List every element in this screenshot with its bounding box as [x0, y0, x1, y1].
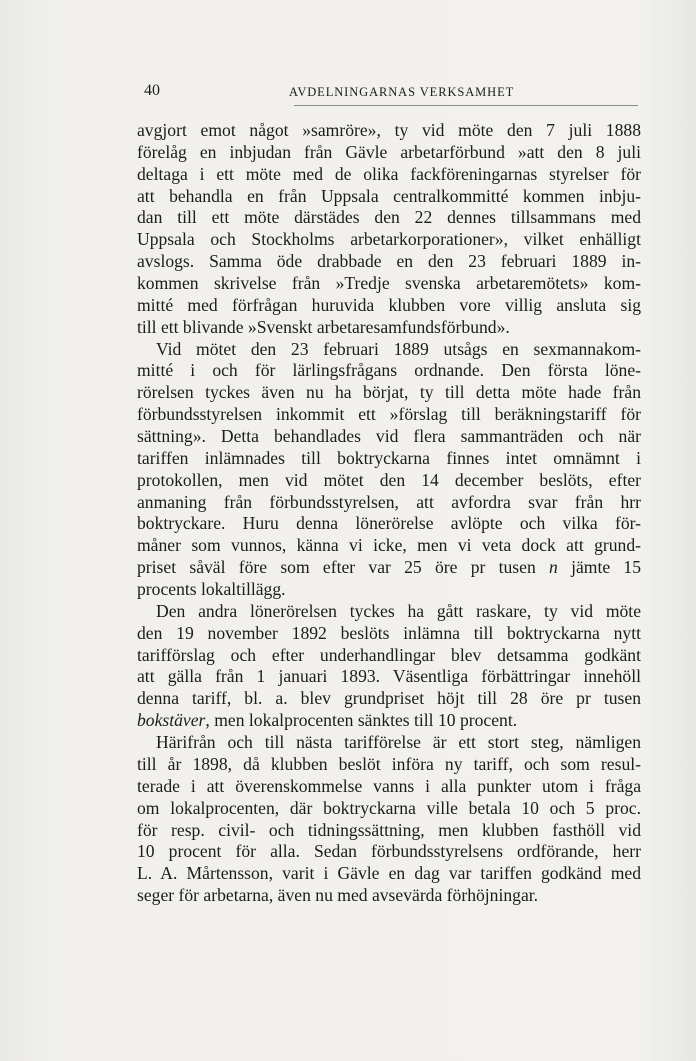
text-segment: jämte 15	[557, 557, 641, 578]
text-line: avslogs. Samma öde drabbade en den 23 februari 1889 in-	[137, 251, 641, 272]
text-line: rörelsen tyckes även nu ha börjat, ty till detta möte hade från	[137, 382, 641, 403]
text-line: om lokalprocenten, där boktryckarna ville betala 10 och 5 proc.	[137, 797, 641, 818]
body-text	[137, 120, 641, 907]
text-line: att behandla en från Uppsala centralkommitté kommen inbju-	[137, 185, 641, 206]
text-line: procents lokaltillägg.	[137, 579, 286, 600]
running-head: AVDELNINGARNAS VERKSAMHET	[289, 85, 515, 99]
text-line: terade i att överenskommelse vanns i alla punkter utom i fråga	[137, 775, 641, 796]
page-number: 40	[144, 82, 160, 99]
text-line: tarifförslag och efter underhandlingar blev detsamma godkänt	[137, 644, 641, 665]
text-line	[137, 710, 641, 732]
text-line: mitté i och för lärlingsfrågans ordnande. Den första löne-	[137, 360, 641, 381]
text-line: kommen skrivelse från »Tredje svenska arbetaremötets» kom-	[137, 273, 641, 294]
text-line: L. A. Mårtensson, varit i Gävle en dag var tariffen godkänd med	[137, 863, 641, 884]
italic-bokstaver: bokstäver	[137, 710, 206, 731]
header-rule	[294, 105, 638, 106]
text-line: boktryckare. Huru denna lönerörelse avlöpte och vilka för-	[137, 513, 641, 534]
text-line: den 19 november 1892 beslöts inlämna till boktryckarna nytt	[137, 622, 641, 643]
text-line: för resp. civil- och tidningssättning, men klubben fasthöll vid	[137, 819, 641, 840]
paragraph-start: Den andra lönerörelsen tyckes ha gått raskare, ty vid möte	[156, 600, 641, 621]
text-line: 10 procent för alla. Sedan förbundsstyrelsens ordförande, herr	[137, 841, 641, 862]
text-line: förelåg en inbjudan från Gävle arbetarförbund »att den 8 juli	[137, 141, 641, 162]
text-line: seger för arbetarna, även nu med avsevärda förhöjningar.	[137, 885, 539, 906]
text-line: att gälla från 1 januari 1893. Väsentliga förbättringar innehöll	[137, 666, 641, 687]
paragraph-start: Vid mötet den 23 februari 1889 utsågs en sexmannakom-	[156, 338, 641, 359]
text-line: måner som vunnos, känna vi icke, men vi veta dock att grund-	[137, 535, 641, 556]
text-line: avgjort emot något »samröre», ty vid möte den 7 juli 1888	[137, 120, 641, 140]
text-line: dan till ett möte därstädes den 22 dennes tillsammans med	[137, 207, 641, 228]
text-line: förbundsstyrelsen inkommit ett »förslag till beräkningstariff för	[137, 404, 641, 425]
text-line: protokollen, men vid mötet den 14 december beslöts, efter	[137, 469, 641, 490]
text-line	[137, 557, 641, 579]
text-segment: priset såväl före som efter var 25 öre pr tusen	[137, 557, 536, 578]
text-line: deltaga i ett möte med de olika fackföreningarnas styrelser för	[137, 163, 641, 184]
paragraph-start: Härifrån och till nästa tarifförelse är ett stort steg, nämligen	[156, 732, 641, 753]
text-segment: , men lokalprocenten sänktes till 10 procent.	[205, 710, 518, 731]
page-header	[144, 82, 638, 106]
text-line: mitté med förfrågan huruvida klubben vore villig ansluta sig	[137, 294, 641, 315]
text-line: till ett blivande »Svenskt arbetaresamfundsförbund».	[137, 316, 510, 337]
text-line: anmaning från förbundsstyrelsen, att avfordra svar från hrr	[137, 491, 641, 512]
text-line: sättning». Detta behandlades vid flera sammanträden och när	[137, 426, 641, 447]
text-line: tariffen inlämnades till boktryckarna finnes intet omnämnt i	[137, 447, 641, 468]
italic-n: n	[549, 557, 558, 578]
text-line: denna tariff, bl. a. blev grundpriset höjt till 28 öre pr tusen	[137, 688, 641, 709]
text-line: till år 1898, då klubben beslöt införa ny tariff, och som resul-	[137, 753, 641, 774]
text-line: Uppsala och Stockholms arbetarkorporationer», vilket enhälligt	[137, 229, 641, 250]
